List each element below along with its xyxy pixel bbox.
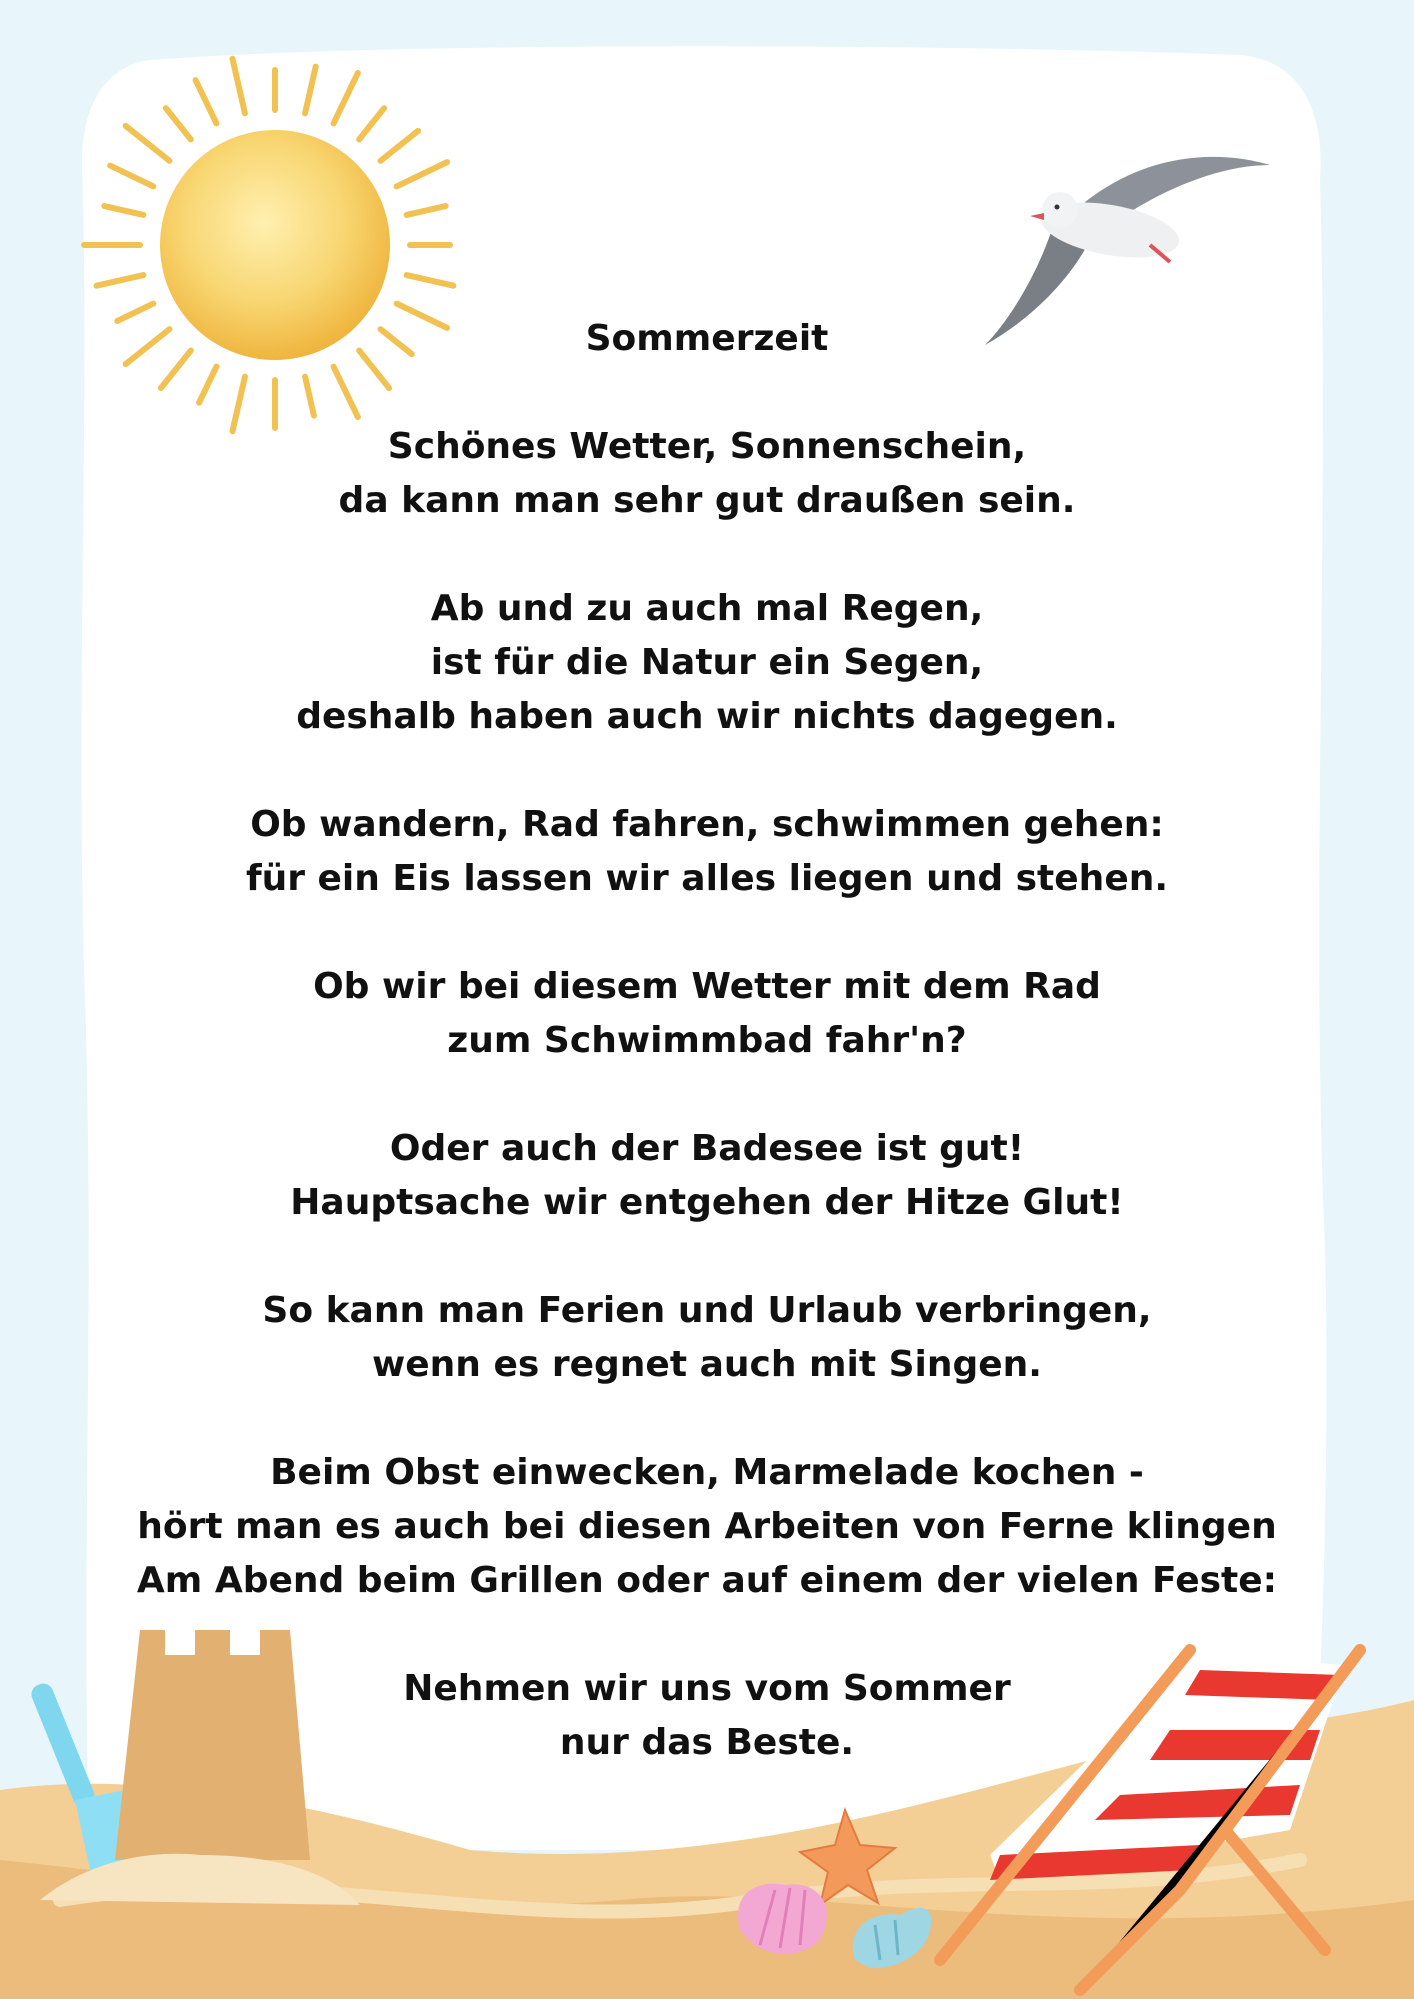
poem-line: wenn es regnet auch mit Singen. [372, 1344, 1042, 1385]
stanza [80, 1662, 1334, 1770]
stanza [80, 1446, 1334, 1608]
poem-line: Beim Obst einwecken, Marmelade kochen - [270, 1452, 1144, 1493]
stanza [80, 420, 1334, 528]
stanza [80, 798, 1334, 906]
poem-line: Am Abend beim Grillen oder auf einem der vielen Feste: [136, 1560, 1278, 1601]
poem-line: Nehmen wir uns vom Sommer [403, 1668, 1011, 1709]
poem-line: da kann man sehr gut draußen sein. [338, 480, 1076, 521]
stanza [80, 582, 1334, 744]
poem-line: deshalb haben auch wir nichts dagegen. [296, 696, 1118, 737]
poem-line: Oder auch der Badesee ist gut! [389, 1128, 1025, 1169]
poem-line: Schönes Wetter, Sonnenschein, [387, 426, 1027, 467]
poem-line: ist für die Natur ein Segen, [430, 642, 984, 683]
poem-title: Sommerzeit [585, 318, 829, 359]
poem-line: So kann man Ferien und Urlaub verbringen, [262, 1290, 1152, 1331]
poem-line: zum Schwimmbad fahr'n? [447, 1020, 967, 1061]
poem-line: für ein Eis lassen wir alles liegen und stehen. [245, 858, 1169, 899]
poem-line: Ab und zu auch mal Regen, [430, 588, 984, 629]
poem [80, 312, 1334, 1824]
poem-line: Ob wandern, Rad fahren, schwimmen gehen: [250, 804, 1164, 845]
stanza [80, 1284, 1334, 1392]
poem-line: Hauptsache wir entgehen der Hitze Glut! [290, 1182, 1124, 1223]
poem-line: nur das Beste. [559, 1722, 855, 1763]
poem-stanzas [80, 420, 1334, 1770]
poem-line: hört man es auch bei diesen Arbeiten von Ferne klingen [137, 1506, 1277, 1547]
stanza [80, 960, 1334, 1068]
poem-line: Ob wir bei diesem Wetter mit dem Rad [313, 966, 1101, 1007]
stanza [80, 1122, 1334, 1230]
